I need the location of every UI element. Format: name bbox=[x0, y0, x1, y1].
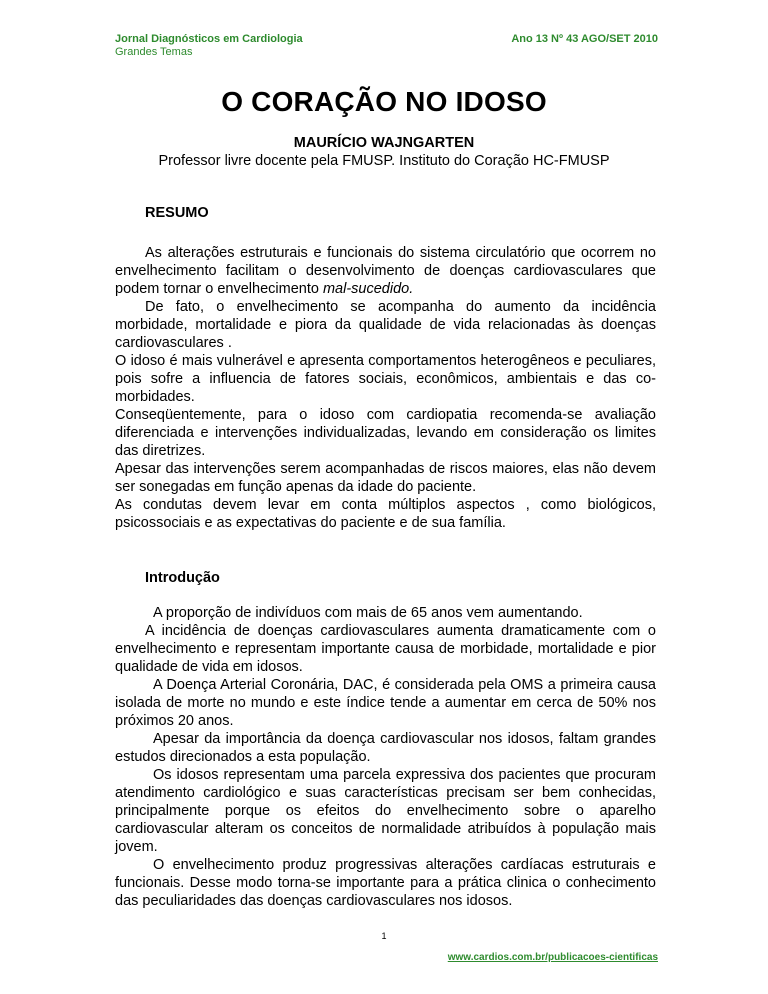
journal-section: Grandes Temas bbox=[115, 46, 193, 58]
journal-name: Jornal Diagnósticos em Cardiologia bbox=[115, 33, 303, 45]
intro-paragraph: A proporção de indivíduos com mais de 65 anos vem aumentando. bbox=[153, 605, 583, 621]
resumo-paragraph: De fato, o envelhecimento se acompanha do aumento da incidência morbidade, mortalidade e piora da qualidade de vida relacionadas às doenças cardiovasculares . bbox=[115, 299, 656, 351]
resumo-paragraph: Apesar das intervenções serem acompanhadas de riscos maiores, elas não devem ser sonegadas em função apenas da idade do paciente. bbox=[115, 461, 656, 495]
introducao-body bbox=[115, 604, 656, 910]
issue-info: Ano 13 Nº 43 AGO/SET 2010 bbox=[511, 33, 658, 45]
intro-paragraph: A incidência de doenças cardiovasculares aumenta dramaticamente com o envelhecimento e representam importante causa de morbidade, mortalidade e pior qualidade de vida em idosos. bbox=[115, 623, 656, 675]
resumo-body bbox=[115, 244, 656, 460]
resumo-body-2 bbox=[115, 460, 656, 532]
resumo-italic-text: mal-sucedido. bbox=[322, 281, 414, 297]
author-name: MAURÍCIO WAJNGARTEN bbox=[293, 135, 475, 151]
resumo-paragraph: As condutas devem levar em conta múltiplos aspectos , como biológicos, psicossociais e as expectativas do paciente e de sua família. bbox=[115, 497, 656, 531]
intro-paragraph: Os idosos representam uma parcela expressiva dos pacientes que procuram atendimento cardiológico e suas características precisam ser bem conhecidas, principalmente porque os efeitos do envelhecimento sobre o aparelho cardiovascular alteram os conceitos de normalidade atribuídos à população mais jovem. bbox=[115, 767, 656, 855]
resumo-text: As alterações estruturais e funcionais do sistema circulatório que ocorrem no envelhecimento facilitam o desenvolvimento de doenças cardiovasculares que podem tornar o envelhecimento bbox=[115, 245, 656, 297]
resumo-heading: RESUMO bbox=[145, 205, 209, 221]
resumo-paragraph: O idoso é mais vulnerável e apresenta comportamentos heterogêneos e peculiares, pois sofre a influencia de fatores sociais, econômicos, ambientais e das co-morbidades. bbox=[115, 353, 656, 405]
intro-paragraph: O envelhecimento produz progressivas alterações cardíacas estruturais e funcionais. Desse modo torna-se importante para a prática clinica o conhecimento das peculiaridades das doenças cardiovasculares nos idosos. bbox=[115, 857, 656, 909]
intro-paragraph: Apesar da importância da doença cardiovascular nos idosos, faltam grandes estudos direcionados a esta população. bbox=[115, 731, 656, 765]
page-header-left bbox=[115, 33, 303, 59]
resumo-paragraph bbox=[115, 244, 656, 298]
introducao-heading: Introdução bbox=[145, 570, 220, 586]
article-title: O CORAÇÃO NO IDOSO bbox=[221, 86, 547, 117]
intro-paragraph: A Doença Arterial Coronária, DAC, é considerada pela OMS a primeira causa isolada de morte no mundo e este índice tende a aumentar em cerca de 50% nos próximos 20 anos. bbox=[115, 677, 656, 729]
author-affiliation: Professor livre docente pela FMUSP. Instituto do Coração HC-FMUSP bbox=[158, 153, 610, 169]
page-number: 1 bbox=[381, 931, 387, 941]
publications-link[interactable]: www.cardios.com.br/publicacoes-cientificas bbox=[447, 952, 658, 963]
resumo-paragraph: Conseqüentemente, para o idoso com cardiopatia recomenda-se avaliação diferenciada e intervenções individualizadas, levando em consideração os limites das diretrizes. bbox=[115, 407, 656, 459]
